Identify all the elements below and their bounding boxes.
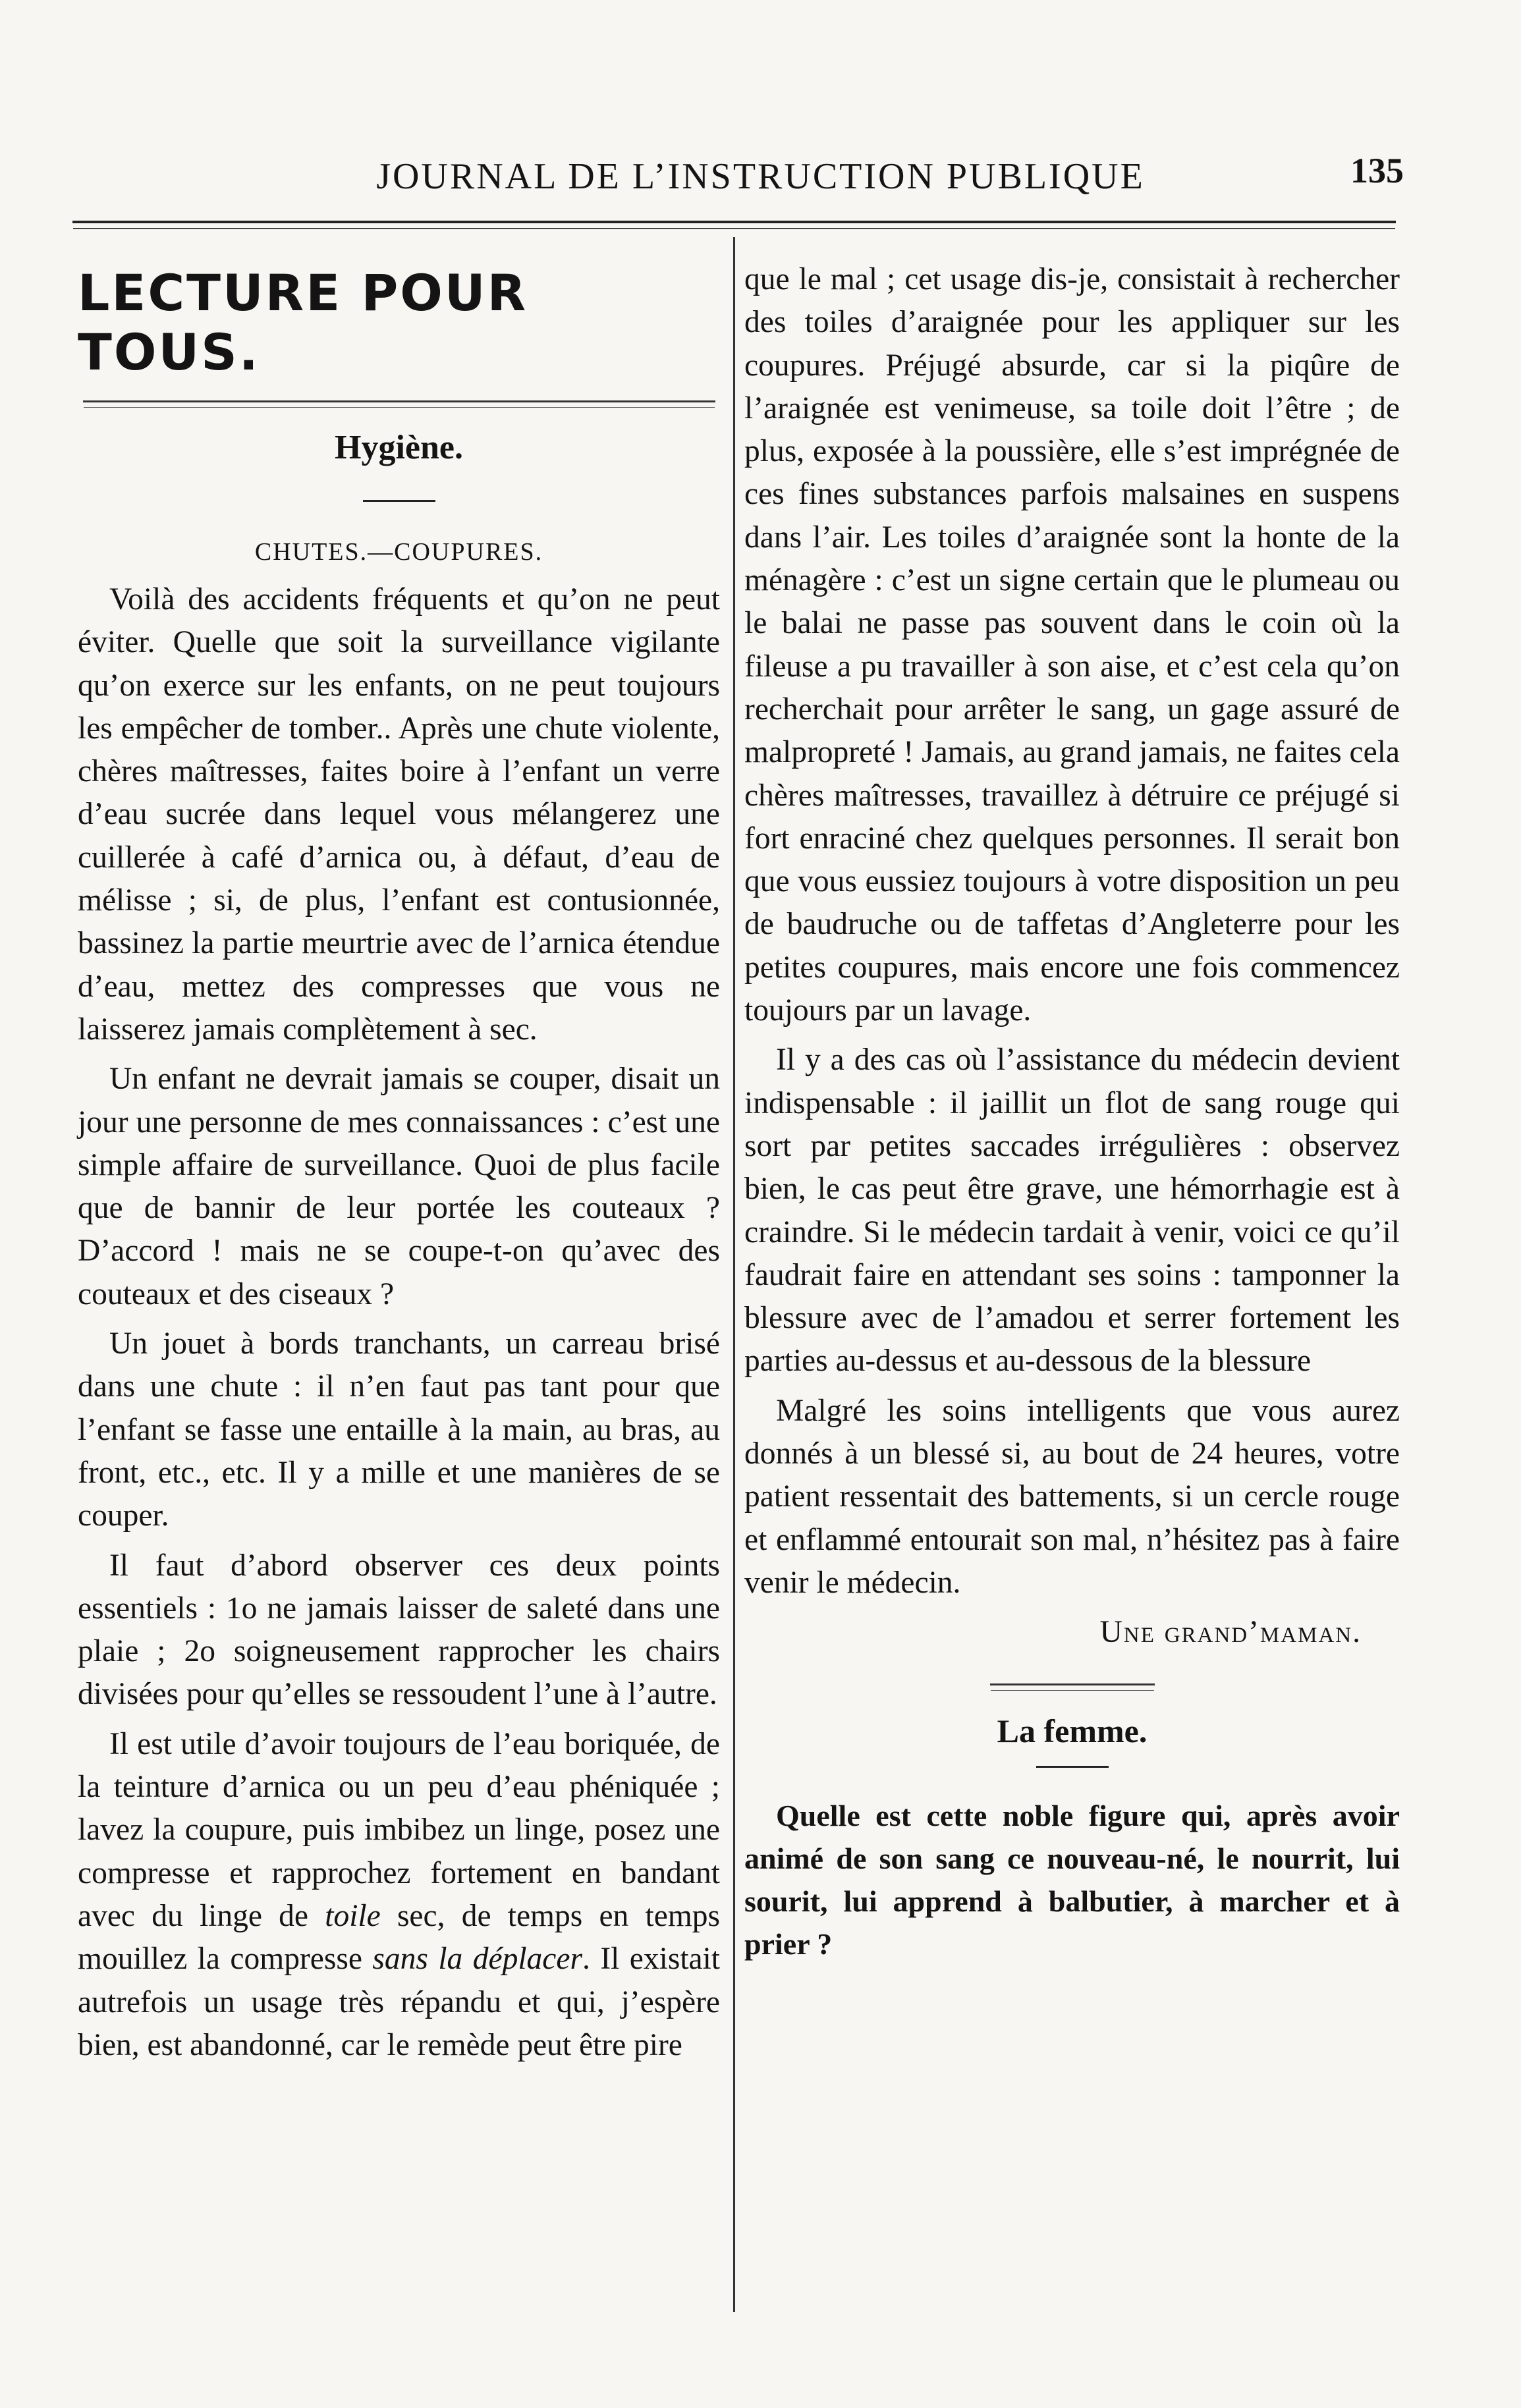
article-title-rule (363, 500, 435, 502)
italic-text: toile (325, 1898, 381, 1933)
article-title-2-rule (1036, 1766, 1109, 1768)
left-column (78, 237, 720, 2067)
italic-text: sans la déplacer (372, 1942, 582, 1977)
article-subhead: CHUTES.—COUPURES. (254, 538, 543, 566)
paragraph: que le mal ; cet usage dis-je, consistait à rechercher des toiles d’araignée pour les appliquer sur les coupures. Préjugé absurde, car si la piqûre de l’araignée est venimeuse, sa toile doit l’être ; de plus, exposée à la poussière, elle s’est imprégnée de ces fines substances parfois malsaines en suspens dans l’air. Les toiles d’araignée sont la honte de la ménagère : c’est un signe certain que le plumeau ou le balai ne passe pas souvent dans le coin où la fileuse a pu travailler à son aise, et c’est cela qu’on recherchait pour arrêter le sang, un gage assuré de malpropreté ! Jamais, au grand jamais, ne faites cela chères maîtresses, travaillez à détruire ce préjugé si fort enraciné chez quelques personnes. Il serait bon que vous eussiez toujours à votre disposition un peu de baudruche ou de taffetas d’Angleterre pour les petites coupures, mais encore une fois commencez toujours par un lavage. (744, 262, 1400, 1028)
section-title-rule (83, 400, 715, 402)
article-title: Hygiène. (335, 429, 463, 466)
paragraph: Un enfant ne devrait jamais se couper, disait un jour une personne de mes connaissances : c’est une simple affaire de surveillance. Quoi de plus facile que de bannir de leur portée les couteaux ? D’accord ! mais ne se coupe-t-on qu’avec des couteaux et des ciseaux ? (78, 1062, 720, 1311)
section-separator-rule (990, 1683, 1155, 1685)
header-rule (72, 221, 1396, 223)
running-title: JOURNAL DE L’INSTRUCTION PUBLIQUE (376, 156, 1145, 197)
article-title-2: La femme. (997, 1712, 1148, 1749)
paragraph: Voilà des accidents fréquents et qu’on ne peut éviter. Quelle que soit la surveillance vigilante qu’on exerce sur les enfants, on ne peut toujours les empêcher de tomber.. Après une chute violente, chères maîtresses, faites boire à l’enfant un verre d’eau sucrée dans lequel vous mélangerez une cuillerée à café d’arnica ou, à défaut, d’eau de mélisse ; si, de plus, l’enfant est contusionnée, bassinez la partie meurtrie avec de l’arnica étendue d’eau, mettez des compresses que vous ne laisserez jamais complètement à sec. (78, 582, 720, 1047)
paragraph: Il y a des cas où l’assistance du médecin devient indispensable : il jaillit un flot de sang rouge qui sort par petites saccades irrégulières : observez bien, le cas peut être grave, une hémorrhagie est à craindre. Si le médecin tardait à venir, voici ce qu’il faudrait faire en attendant ses soins : tamponner la blessure avec de l’amadou et serrer fortement les parties au-dessus et au-dessous de la blessure (744, 1043, 1400, 1379)
paragraph-text: Il est utile d’avoir toujours de l’eau boriquée, de la teinture d’arnica ou un peu d’eau phéniquée ; lavez la coupure, puis imbibez un linge, posez une compresse et rapprochez fortement en bandant avec du linge de (78, 1726, 720, 1933)
paragraph-text: sec, de temps en temps mouillez la compresse (78, 1898, 720, 1977)
paragraph (78, 1723, 720, 2067)
section-title: LECTURE POUR TOUS. (78, 263, 528, 381)
signature: Une grand’maman. (1099, 1615, 1362, 1650)
paragraph: Quelle est cette noble figure qui, après avoir animé de son sang ce nouveau-né, le nourrit, lui sourit, lui apprend à balbutier, à marcher et à prier ? (744, 1798, 1400, 1961)
paragraph: Malgré les soins intelligents que vous aurez donnés à un blessé si, au bout de 24 heures, votre patient ressentait des battements, si un cercle rouge et enflammé entourait son mal, n’hésitez pas à faire venir le médecin. (744, 1393, 1400, 1600)
page-header (0, 132, 1521, 211)
page-number: 135 (1350, 151, 1404, 190)
paragraph-text: . Il existait autrefois un usage très répandu et qui, j’espère bien, est abandonné, car le remède peut être pire (78, 1942, 720, 2062)
right-column (744, 258, 1400, 1966)
column-divider (733, 237, 735, 2312)
paragraph: Il faut d’abord observer ces deux points essentiels : 1o ne jamais laisser de saleté dans une plaie ; 2o soigneusement rapprocher les chairs divisées pour qu’elles se ressoudent l’une à l’autre. (78, 1548, 720, 1712)
paragraph: Un jouet à bords tranchants, un carreau brisé dans une chute : il n’en faut pas tant pour que l’enfant se fasse une entaille à la main, au bras, au front, etc., etc. Il y a mille et une manières de se couper. (78, 1327, 720, 1533)
